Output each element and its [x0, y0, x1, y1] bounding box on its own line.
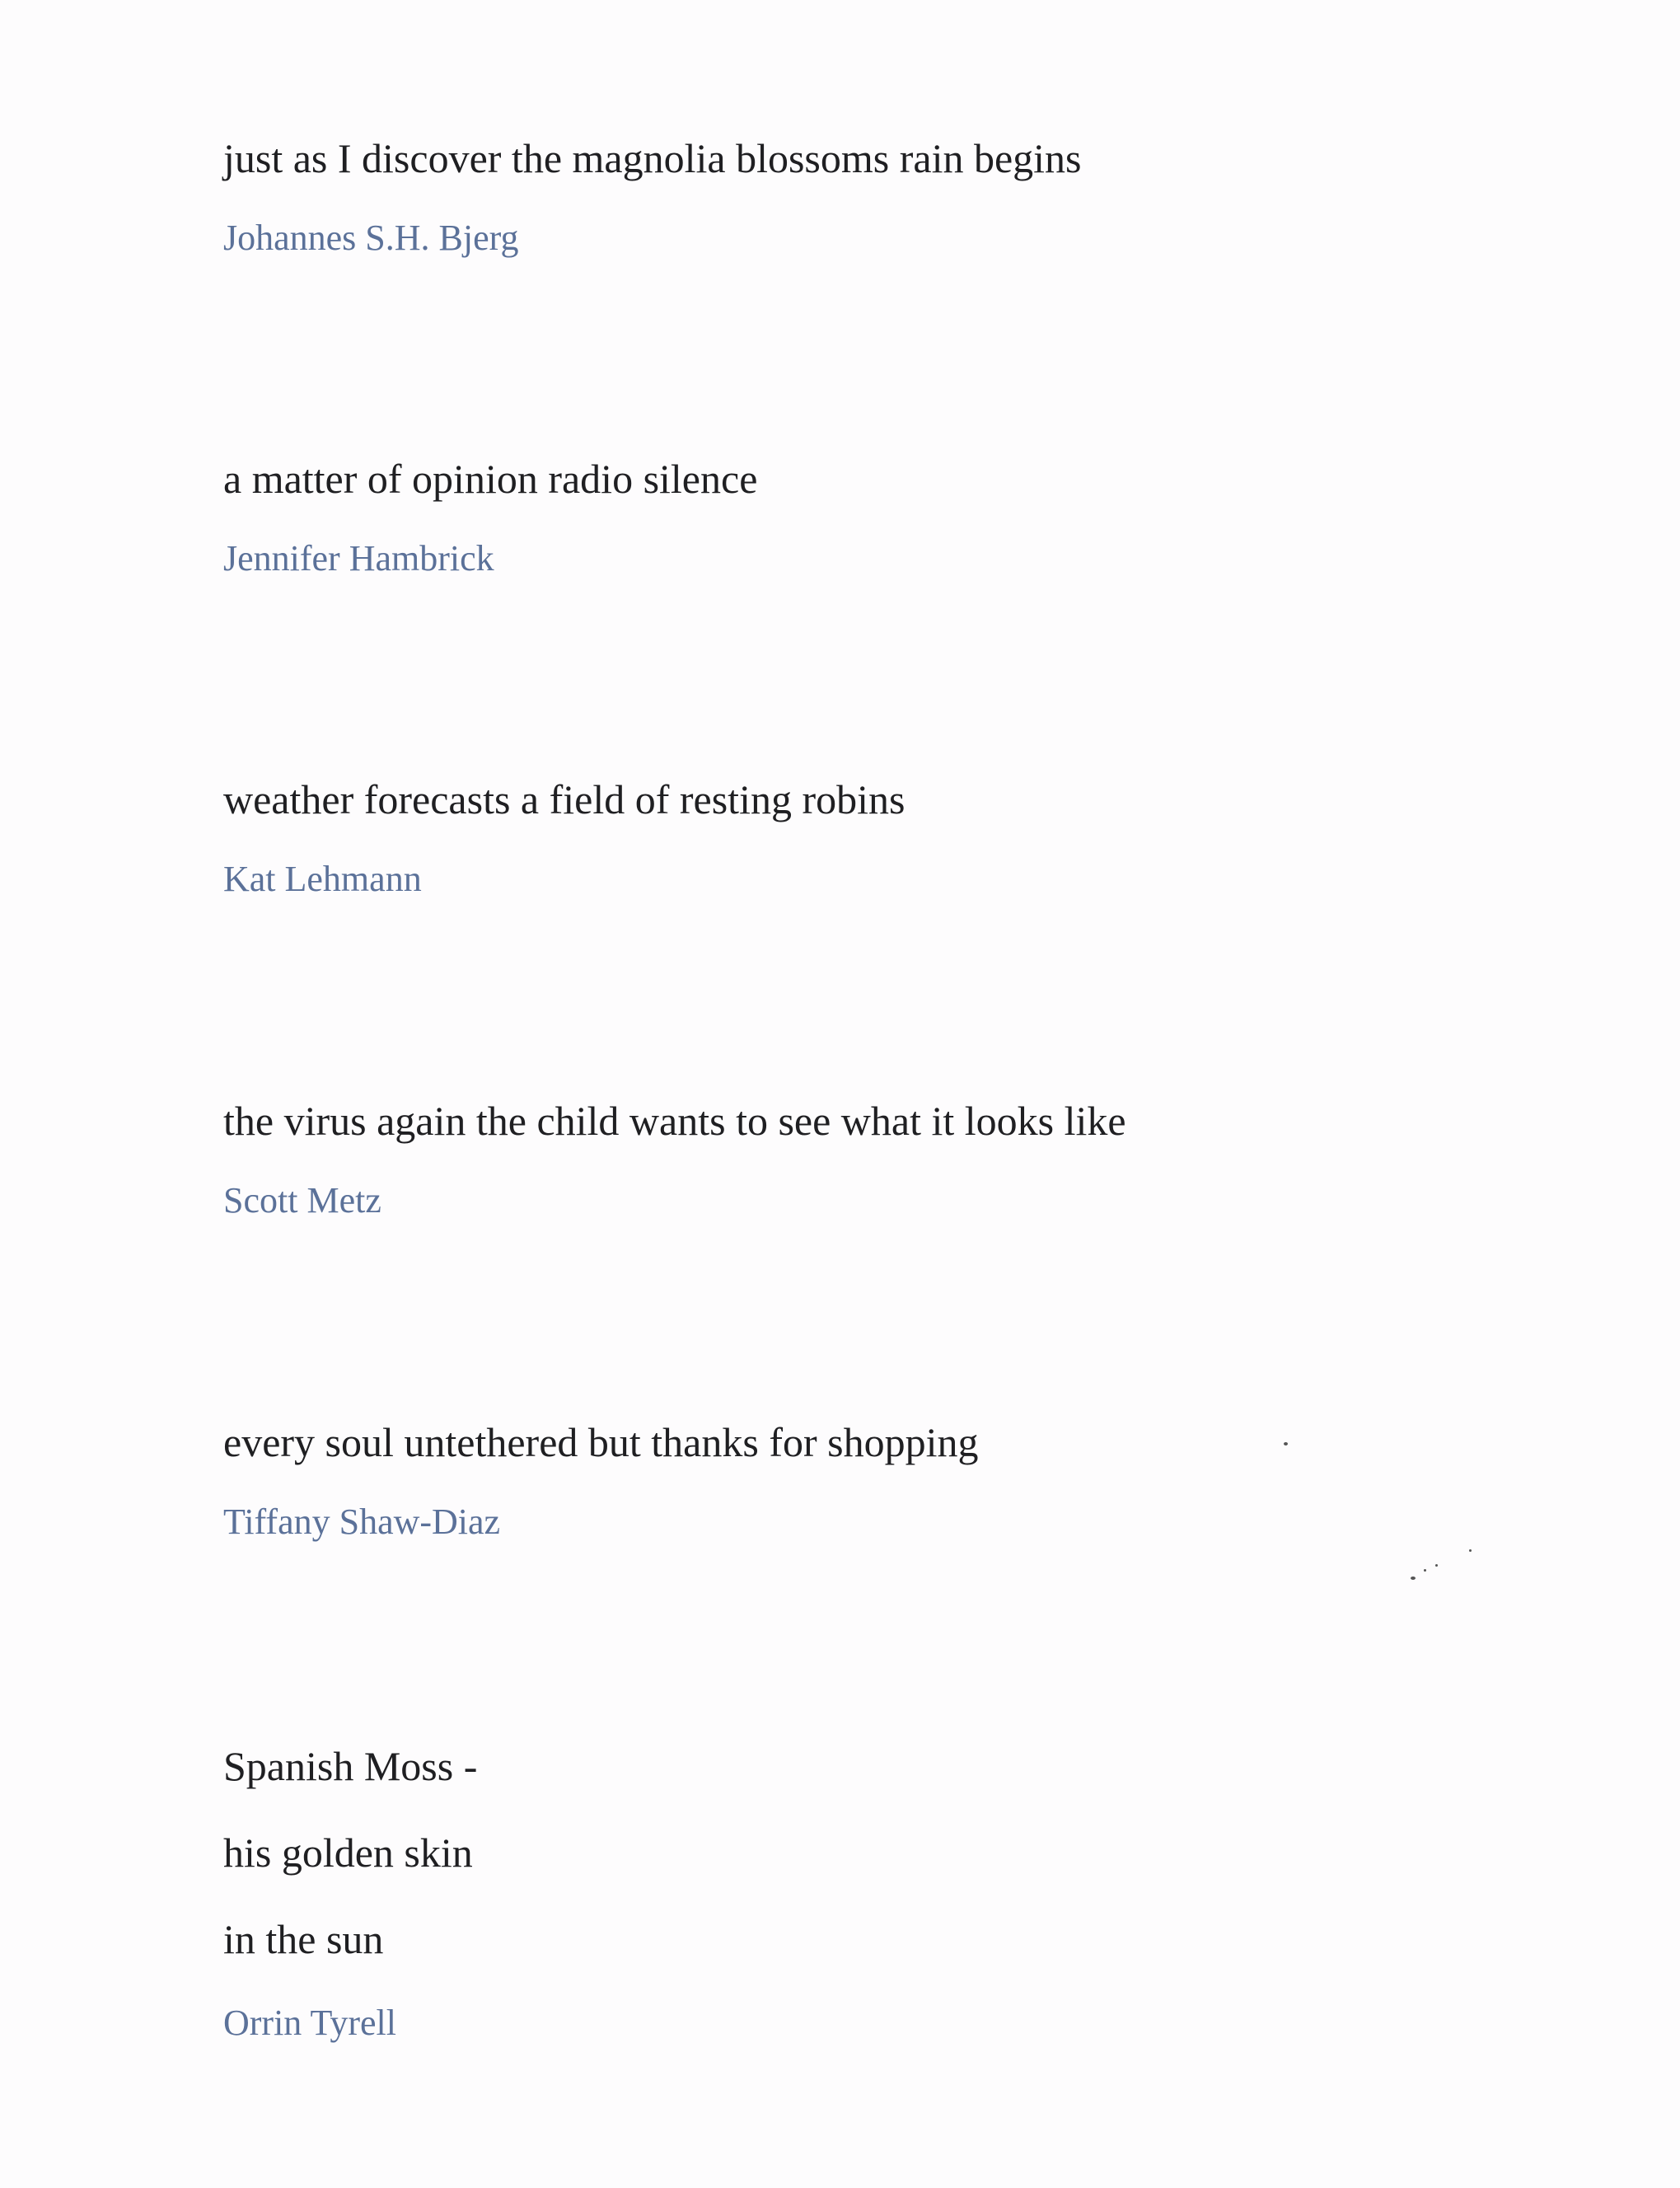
scan-speck	[1435, 1564, 1438, 1567]
poem-2	[223, 454, 757, 581]
poem-5	[223, 1417, 978, 1544]
scan-speck	[1411, 1577, 1416, 1580]
scan-speck	[1284, 1442, 1288, 1445]
poem-line: his golden skin	[223, 1830, 473, 1876]
poem-author: Jennifer Hambrick	[223, 538, 494, 579]
poem-author: Johannes S.H. Bjerg	[223, 218, 519, 258]
poem-line: every soul untethered but thanks for shopping	[223, 1419, 979, 1465]
poem-author: Orrin Tyrell	[223, 2003, 396, 2043]
poem-1	[223, 134, 1082, 260]
poem-line: a matter of opinion radio silence	[223, 456, 758, 502]
poem-line: the virus again the child wants to see what it looks like	[223, 1098, 1126, 1144]
poem-6	[223, 1741, 477, 2045]
poem-line: Spanish Moss -	[223, 1743, 478, 1789]
poem-4	[223, 1096, 1126, 1223]
poem-author: Tiffany Shaw-Diaz	[223, 1502, 501, 1542]
poem-line: weather forecasts a field of resting robins	[223, 776, 906, 822]
poem-author: Kat Lehmann	[223, 859, 422, 899]
scan-speck	[1424, 1569, 1426, 1572]
poem-author: Scott Metz	[223, 1180, 381, 1221]
poem-3	[223, 775, 905, 902]
scan-speck	[1469, 1549, 1472, 1552]
poem-line: just as I discover the magnolia blossoms rain begins	[223, 135, 1082, 181]
poem-line: in the sun	[223, 1916, 384, 1962]
